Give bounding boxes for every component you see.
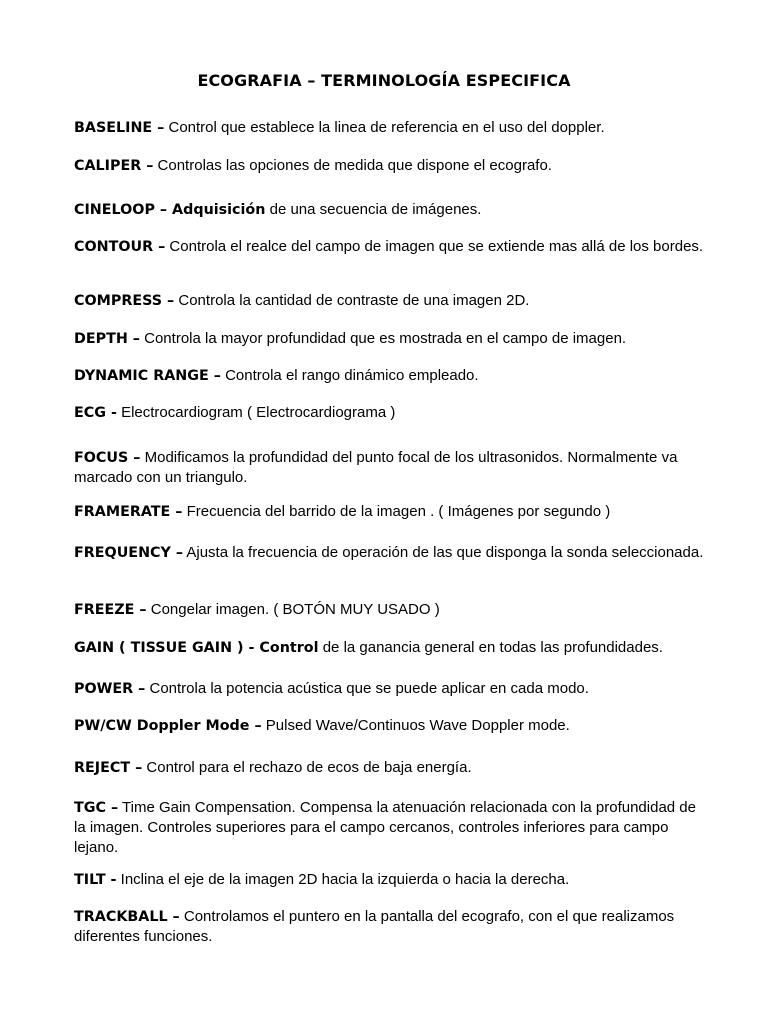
entry-compress bbox=[74, 291, 704, 311]
entry-term: COMPRESS – bbox=[74, 293, 175, 309]
entry-gain bbox=[74, 638, 704, 658]
entry-definition: Controla la potencia acústica que se puede aplicar en cada modo. bbox=[145, 680, 589, 697]
entry-definition: Modificamos la profundidad del punto focal de los ultrasonidos. Normalmente va marcado con un triangulo. bbox=[74, 449, 678, 486]
entry-term: DYNAMIC RANGE – bbox=[74, 368, 221, 384]
entry-caliper bbox=[74, 156, 704, 176]
entry-definition: Control que establece la linea de referencia en el uso del doppler. bbox=[164, 119, 605, 136]
entry-term: BASELINE – bbox=[74, 120, 165, 136]
entry-term: CONTOUR – bbox=[74, 239, 166, 255]
entry-term: FREQUENCY – bbox=[74, 545, 184, 561]
entry-dynamic-range bbox=[74, 366, 704, 386]
entry-definition: Congelar imagen. ( BOTÓN MUY USADO ) bbox=[146, 601, 440, 618]
entry-term: PW/CW Doppler Mode – bbox=[74, 718, 262, 734]
entry-ecg bbox=[74, 403, 704, 423]
entry-term: TRACKBALL – bbox=[74, 909, 180, 925]
entry-definition: Controla la cantidad de contraste de una imagen 2D. bbox=[174, 292, 530, 309]
entry-pw-cw-doppler bbox=[74, 716, 704, 736]
entry-term: GAIN ( TISSUE GAIN ) - Control bbox=[74, 640, 319, 656]
page-title: ECOGRAFIA – TERMINOLOGÍA ESPECIFICA bbox=[197, 71, 571, 90]
entry-definition: Time Gain Compensation. Compensa la atenuación relacionada con la profundidad de la imagen. Controles superiores para el campo cercanos, controles inferiores para campo lejano. bbox=[74, 799, 696, 856]
entry-definition: de la ganancia general en todas las profundidades. bbox=[318, 639, 663, 656]
entry-framerate bbox=[74, 502, 704, 522]
entry-tilt bbox=[74, 870, 704, 890]
entry-term: REJECT – bbox=[74, 760, 143, 776]
entry-definition: Controla el rango dinámico empleado. bbox=[220, 367, 479, 384]
entry-term: DEPTH – bbox=[74, 331, 140, 347]
entry-definition: Controla el realce del campo de imagen que se extiende mas allá de los bordes. bbox=[165, 238, 704, 255]
entry-term: FRAMERATE – bbox=[74, 504, 183, 520]
entry-definition: Controlamos el puntero en la pantalla del ecografo, con el que realizamos diferentes funciones. bbox=[74, 908, 675, 945]
entry-baseline bbox=[74, 118, 704, 138]
entry-tgc bbox=[74, 798, 704, 858]
entry-term: FREEZE – bbox=[74, 602, 147, 618]
entry-reject bbox=[74, 758, 704, 778]
entry-term: CINELOOP – Adquisición bbox=[74, 202, 266, 218]
entry-frequency bbox=[74, 543, 704, 563]
entry-cineloop bbox=[74, 200, 704, 220]
entry-term: POWER – bbox=[74, 681, 146, 697]
entry-term: FOCUS – bbox=[74, 450, 141, 466]
entry-freeze bbox=[74, 600, 704, 620]
entry-focus bbox=[74, 448, 704, 488]
entry-definition: Pulsed Wave/Continuos Wave Doppler mode. bbox=[261, 717, 570, 734]
entry-term: TGC – bbox=[74, 800, 119, 816]
entry-definition: Frecuencia del barrido de la imagen . ( Imágenes por segundo ) bbox=[182, 503, 611, 520]
entry-definition: Ajusta la frecuencia de operación de las que disponga la sonda seleccionada. bbox=[183, 544, 704, 561]
entry-definition: Controlas las opciones de medida que dispone el ecografo. bbox=[153, 157, 552, 174]
entry-definition: Control para el rechazo de ecos de baja energía. bbox=[142, 759, 472, 776]
entry-definition: de una secuencia de imágenes. bbox=[265, 201, 482, 218]
entry-term: ECG - bbox=[74, 405, 117, 421]
entry-definition: Controla la mayor profundidad que es mostrada en el campo de imagen. bbox=[139, 330, 627, 347]
entry-depth bbox=[74, 329, 704, 349]
entry-definition: Inclina el eje de la imagen 2D hacia la izquierda o hacia la derecha. bbox=[116, 871, 570, 888]
entry-power bbox=[74, 679, 704, 699]
entry-term: CALIPER – bbox=[74, 158, 154, 174]
entry-definition: Electrocardiogram ( Electrocardiograma ) bbox=[116, 404, 396, 421]
entry-term: TILT - bbox=[74, 872, 117, 888]
entry-trackball bbox=[74, 907, 704, 947]
entry-contour bbox=[74, 237, 704, 257]
